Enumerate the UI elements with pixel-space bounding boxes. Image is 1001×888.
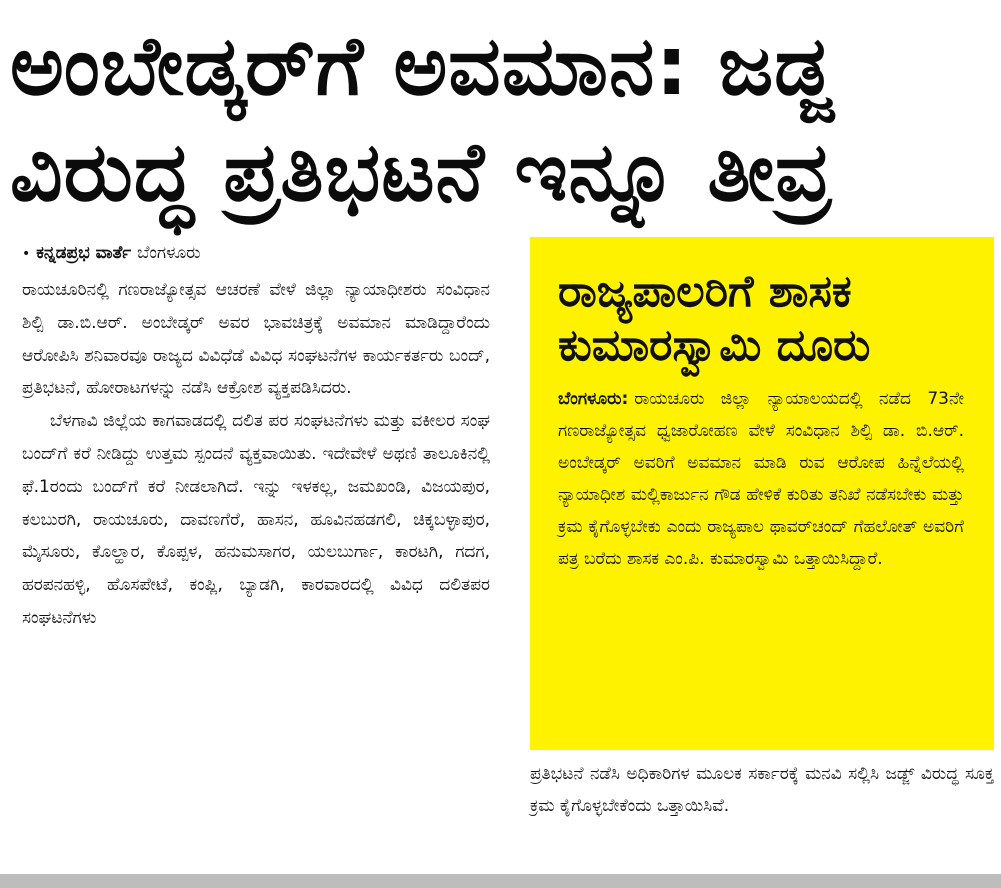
left-column: [22, 274, 490, 635]
sidebar-box: [530, 237, 994, 750]
sidebar-box-body: [558, 383, 964, 575]
headline-line-2: ವಿರುದ್ಧ ಪ್ರತಿಭಟನೆ ಇನ್ನೂ ತೀವ್ರ: [10, 125, 833, 220]
headline-line-1: ಅಂಬೇಡ್ಕರ್‌ಗೆ ಅವಮಾನ: ಜಡ್ಜ: [10, 19, 833, 114]
article-paragraph-1: ರಾಯಚೂರಿನಲ್ಲಿ ಗಣರಾಜ್ಯೋತ್ಸವ ಆಚರಣೆ ವೇಳೆ ಜಿಲ್ಲಾ ನ್ಯಾಯಾಧೀಶರು ಸಂವಿಧಾನ ಶಿಲ್ಪಿ ಡಾ.ಬಿ.ಆರ್. ಅಂಬೇಡ್ಕರ್ ಅವರ ಭಾವಚಿತ್ರಕ್ಕೆ ಅವಮಾನ ಮಾಡಿದ್ದಾರೆಂದು ಆರೋಪಿಸಿ ಶನಿವಾರವೂ ರಾಜ್ಯದ ವಿವಿಧೆಡೆ ವಿವಿಧ ಸಂಘಟನೆಗಳ ಕಾರ್ಯಕರ್ತರು ಬಂದ್, ಪ್ರತಿಭಟನೆ, ಹೋರಾಟಗಳನ್ನು ನಡೆಸಿ ಆಕ್ರೋಶ ವ್ಯಕ್ತಪಡಿಸಿದರು.: [22, 280, 490, 399]
byline: [22, 240, 502, 267]
sidebar-box-title: [558, 265, 964, 373]
sidebar-box-dateline: ಬೆಂಗಳೂರು:: [558, 389, 629, 409]
sidebar-box-title-line-2: ಕುಮಾರಸ್ವಾಮಿ ದೂರು: [558, 320, 871, 371]
byline-agency: ಕನ್ನಡಪ್ರಭ ವಾರ್ತೆ: [36, 243, 132, 263]
article-paragraph-2: ಬೆಳಗಾವಿ ಜಿಲ್ಲೆಯ ಕಾಗವಾಡದಲ್ಲಿ ದಲಿತ ಪರ ಸಂಘಟನೆಗಳು ಮತ್ತು ವಕೀಲರ ಸಂಘ ಬಂದ್‌ಗೆ ಕರೆ ನೀಡಿದ್ದು ಉತ್ತಮ ಸ್ಪಂದನೆ ವ್ಯಕ್ತವಾಯಿತು. ಇದೇವೇಳೆ ಅಥಣಿ ತಾಲೂಕಿನಲ್ಲಿ ಫೆ.1ರಂದು ಬಂದ್‌ಗೆ ಕರೆ ನೀಡಲಾಗಿದೆ. ಇನ್ನು ಇಳಕಲ್ಲ, ಜಮಖಂಡಿ, ವಿಜಯಪುರ, ಕಲಬುರಗಿ, ರಾಯಚೂರು, ದಾವಣಗೆರೆ, ಹಾಸನ, ಹೂವಿನಹಡಗಲಿ, ಚಿಕ್ಕಬಳ್ಳಾಪುರ, ಮೈಸೂರು, ಕೊಲ್ಹಾರ, ಕೊಪ್ಪಳ, ಹನುಮಸಾಗರ, ಯಲಬುರ್ಗಾ, ಕಾರಟಗಿ, ಗದಗ, ಹರಪನಹಳ್ಳಿ, ಹೊಸಪೇಟೆ, ಕಂಪ್ಲಿ, ಬ್ಯಾಡಗಿ, ಕಾರವಾರದಲ್ಲಿ ವಿವಿಧ ದಲಿತಪರ ಸಂಘಟನೆಗಳು: [22, 411, 490, 628]
headline: [10, 14, 995, 226]
sidebar-box-text: ರಾಯಚೂರು ಜಿಲ್ಲಾ ನ್ಯಾಯಾಲಯದಲ್ಲಿ ನಡೆದ 73ನೇ ಗಣರಾಜ್ಯೋತ್ಸವ ಧ್ವಜಾರೋಹಣ ವೇಳೆ ಸಂವಿಧಾನ ಶಿಲ್ಪಿ ಡಾ. ಬಿ.ಆರ್. ಅಂಬೇಡ್ಕರ್ ಅವರಿಗೆ ಅವಮಾನ ಮಾಡಿ ರುವ ಆರೋಪ ಹಿನ್ನೆಲೆಯಲ್ಲಿ ನ್ಯಾಯಾಧೀಶ ಮಲ್ಲಿಕಾರ್ಜುನ ಗೌಡ ಹೇಳಿಕೆ ಕುರಿತು ತನಿಖೆ ನಡೆಸಬೇಕು ಮತ್ತು ಕ್ರಮ ಕೈಗೊಳ್ಳಬೇಕು ಎಂದು ರಾಜ್ಯಪಾಲ ಥಾವರ್‌ಚಂದ್ ಗೆಹಲೋತ್ ಅವರಿಗೆ ಪತ್ರ ಬರೆದು ಶಾಸಕ ಎಂ.ಪಿ. ಕುಮಾರಸ್ವಾಮಿ ಒತ್ತಾಯಿಸಿದ್ದಾರೆ.: [558, 389, 964, 569]
sidebar-box-title-line-1: ರಾಜ್ಯಪಾಲರಿಗೆ ಶಾಸಕ: [558, 266, 852, 317]
byline-bullet: •: [22, 246, 31, 262]
article-continuation: ಪ್ರತಿಭಟನೆ ನಡೆಸಿ ಅಧಿಕಾರಿಗಳ ಮೂಲಕ ಸರ್ಕಾರಕ್ಕೆ ಮನವಿ ಸಲ್ಲಿಸಿ ಜಡ್ಜ್ ವಿರುದ್ಧ ಸೂಕ್ತ ಕ್ರಮ ಕೈಗೊಳ್ಳಬೇಕೆಂದು ಒತ್ತಾಯಿಸಿವೆ.: [530, 764, 994, 816]
right-column-continuation: [530, 758, 994, 822]
page-bottom-rule: [0, 874, 1001, 888]
byline-place: ಬೆಂಗಳೂರು: [137, 243, 201, 263]
